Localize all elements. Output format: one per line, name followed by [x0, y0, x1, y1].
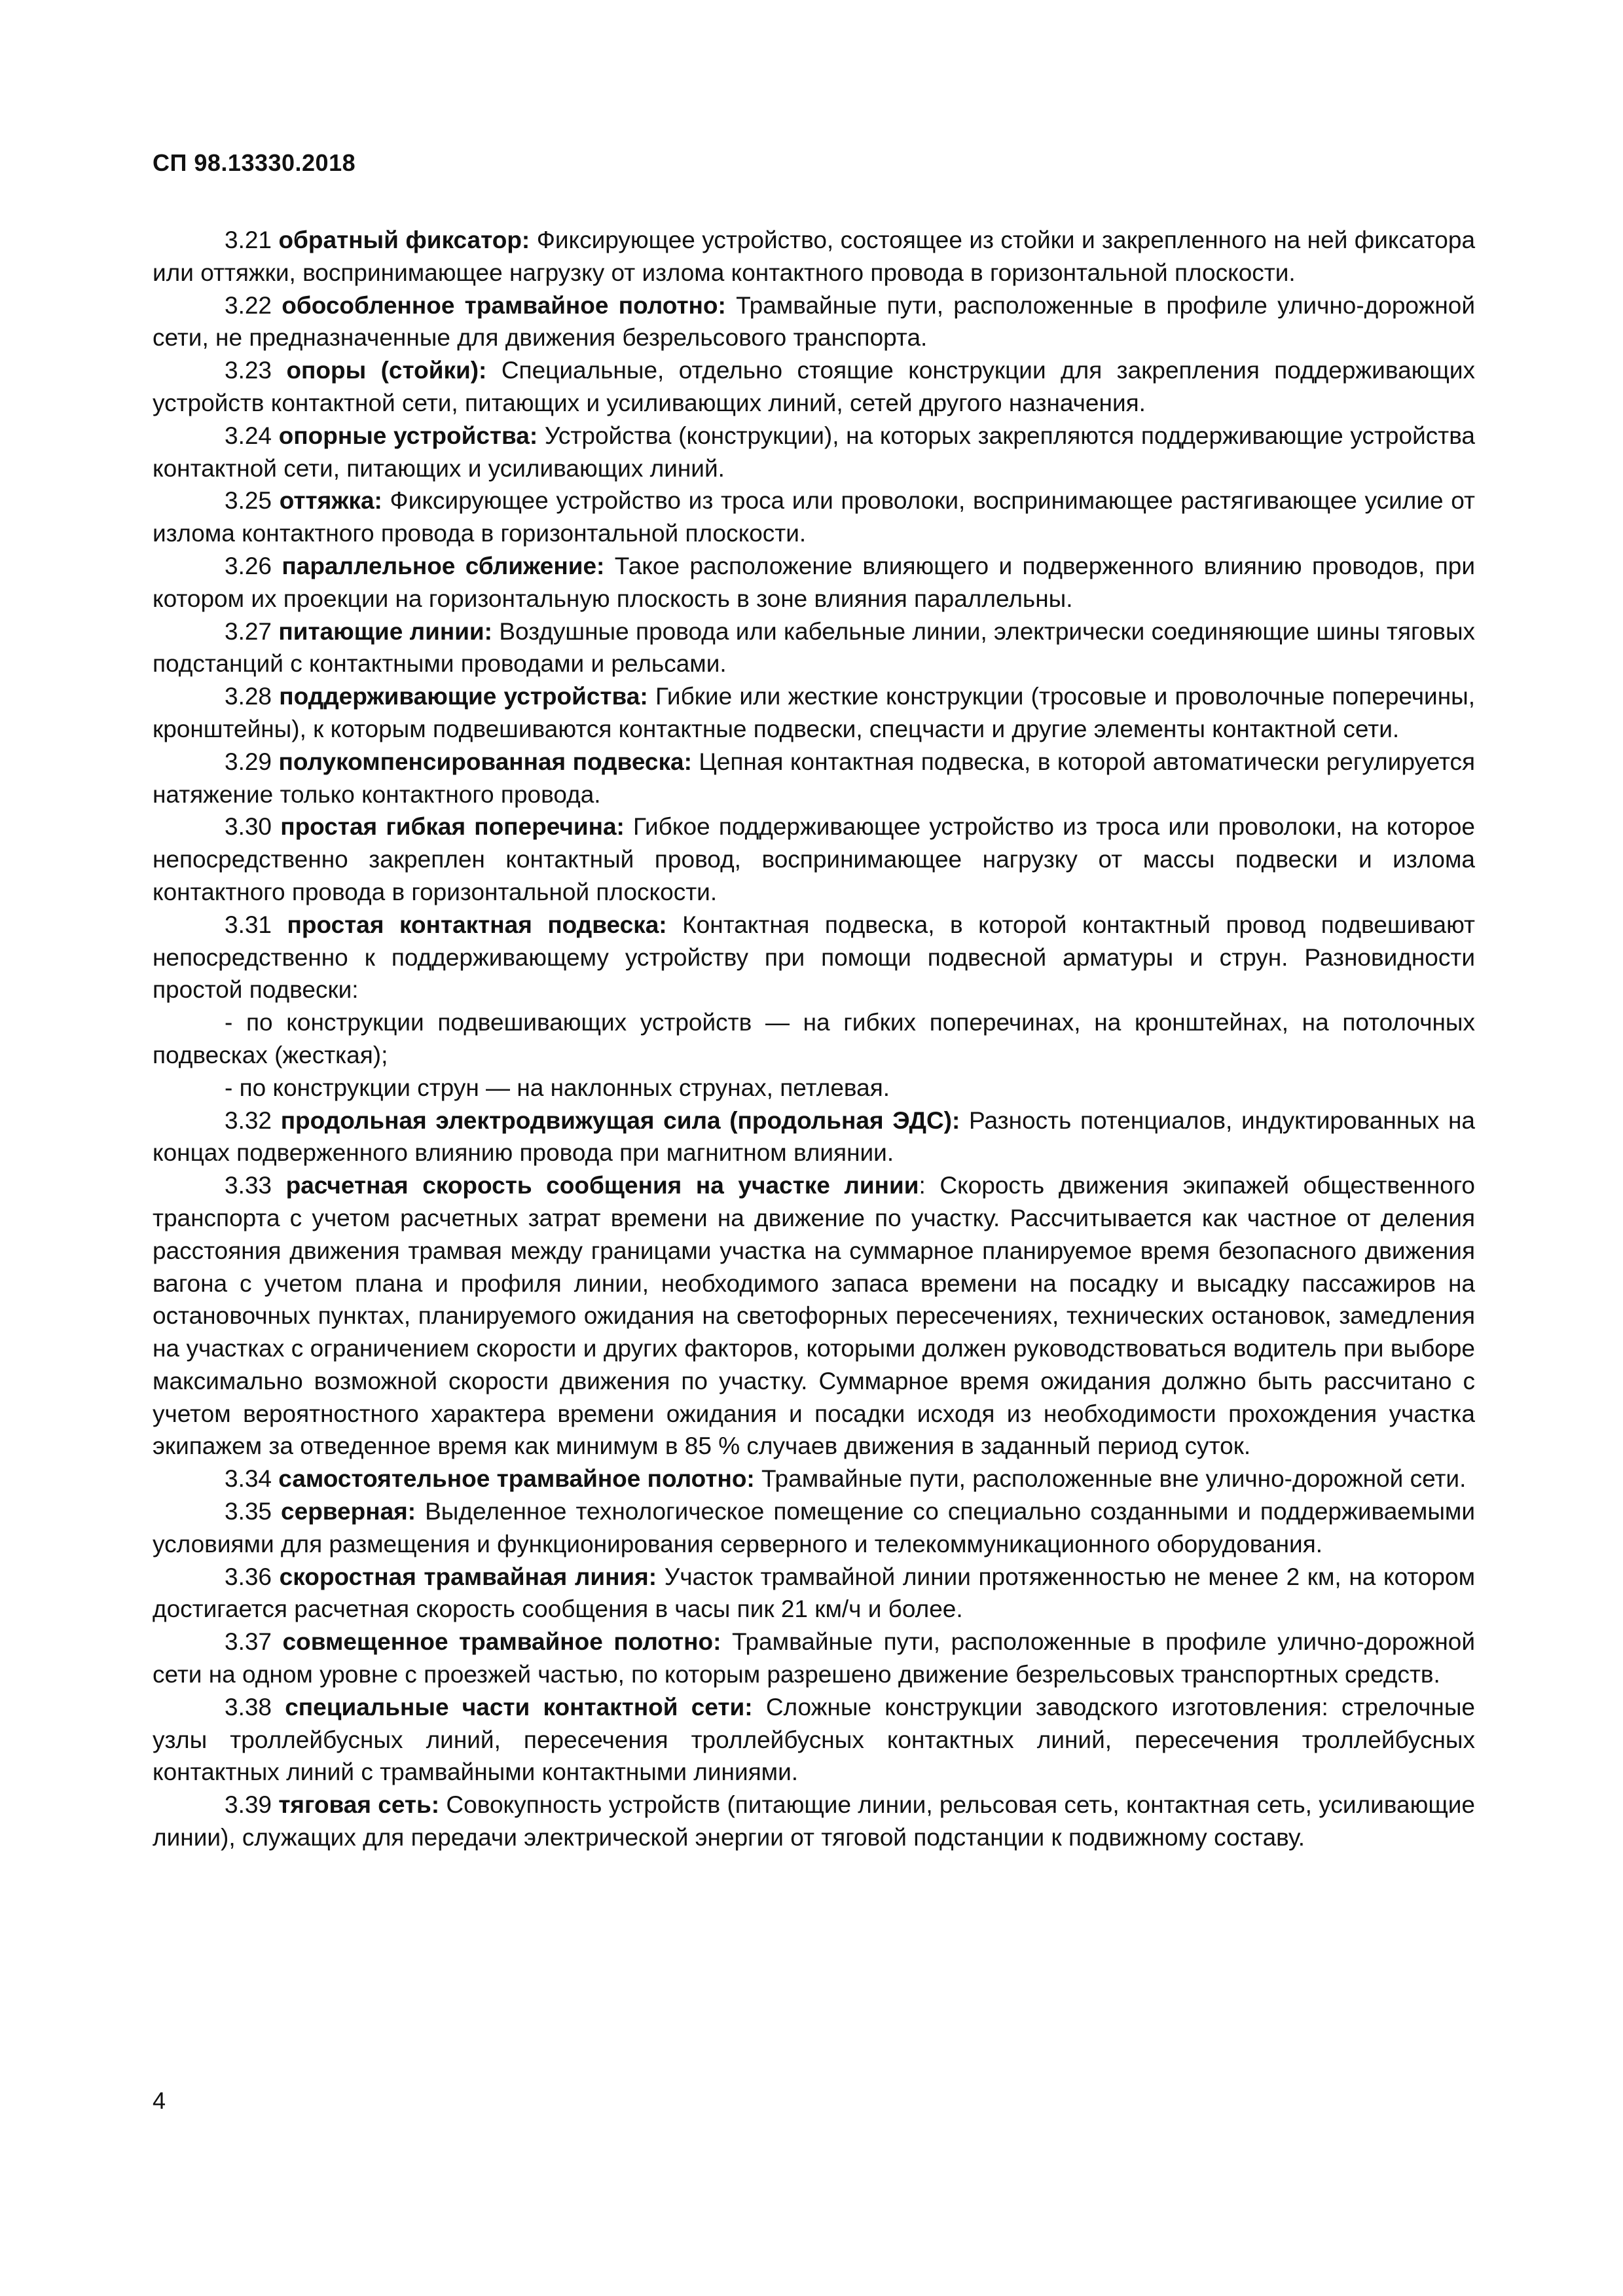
definition-number: 3.32	[225, 1106, 272, 1134]
definition-number: 3.39	[225, 1791, 272, 1819]
definition-text: Воздушные провода или кабельные линии, электрически соединяющие шины тяговых подстанций с контактными проводами и рельсами.	[153, 617, 1476, 678]
definition-text: Трамвайные пути, расположенные в профиле улично-дорожной сети на одном уровне с проезжей частью, по которым разрешено движение безрельсовых транспортных средств.	[153, 1628, 1476, 1688]
definition-term: питающие линии:	[278, 617, 493, 645]
definition-term: поддерживающие устройства:	[279, 683, 648, 710]
definition-entry	[153, 1169, 1475, 1463]
definition-text: Устройства (конструкции), на которых закрепляются поддерживающие устройства контактной сети, питающих и усиливающих линий.	[153, 422, 1476, 482]
definition-number: 3.23	[225, 357, 272, 384]
definition-entry	[153, 615, 1475, 681]
definition-number: 3.31	[225, 911, 272, 938]
definition-text: Трамвайные пути, расположенные вне улично-дорожной сети.	[761, 1465, 1467, 1493]
definition-text: Разность потенциалов, индуктированных на концах подверженного влиянию провода при магнитном влиянии.	[153, 1106, 1476, 1167]
definition-number: 3.27	[225, 617, 272, 645]
definition-term: совмещенное трамвайное полотно:	[282, 1628, 721, 1656]
definition-entry	[153, 289, 1475, 355]
definition-entry	[153, 354, 1475, 420]
definition-number: 3.22	[225, 291, 272, 319]
definition-number: 3.34	[225, 1465, 272, 1493]
definition-term: специальные части контактной сети:	[285, 1693, 753, 1721]
definition-text: Фиксирующее устройство, состоящее из стойки и закрепленного на ней фиксатора или оттяжки, воспринимающее нагрузку от излома контактного провода в горизонтальной плоскости.	[153, 227, 1476, 286]
definition-entry	[153, 550, 1475, 615]
definition-entry	[153, 1104, 1475, 1170]
definition-text: Трамвайные пути, расположенные в профиле улично-дорожной сети, не предназначенные для движения безрельсового транспорта.	[153, 291, 1476, 352]
definition-number: 3.21	[225, 227, 272, 253]
definition-entry	[153, 1495, 1475, 1561]
definition-text: Фиксирующее устройство из троса или проволоки, воспринимающее растягивающее усилие от излома контактного провода в горизонтальной плоскости.	[153, 487, 1475, 547]
definition-term: простая гибкая поперечина:	[280, 813, 625, 841]
definition-entry	[153, 484, 1475, 550]
definition-text: Специальные, отдельно стоящие конструкции для закрепления поддерживающих устройств контактной сети, питающих и усиливающих линий, сетей другого назначения.	[153, 357, 1476, 416]
definition-number: 3.24	[225, 422, 272, 449]
definition-text: Выделенное технологическое помещение со специально созданными и поддерживаемыми условиями для размещения и функционирования серверного и телекоммуникационного оборудования.	[153, 1498, 1476, 1558]
definition-number: 3.33	[225, 1172, 272, 1199]
definition-entry	[153, 224, 1475, 289]
definition-term: тяговая сеть:	[278, 1791, 440, 1819]
definition-text: Гибкое поддерживающее устройство из троса или проволоки, на которое непосредственно закреплен контактный провод, воспринимающее нагрузку от массы подвески и излома контактного провода в горизонтальной плоскости.	[153, 813, 1475, 905]
page-number: 4	[153, 2087, 166, 2114]
definition-text: : Скорость движения экипажей общественного транспорта с учетом расчетных затрат времени на движение по участку. Рассчитывается как частное от деления расстояния движения трамвая между границами участка на суммарное планируемое время безопасного движения вагона с учетом плана и профиля линии, необходимого запаса времени на посадку и высадку пассажиров на остановочных пунктах, планируемого ожидания на светофорных пересечениях, технических остановок, замедления на участках с ограничением скорости и других факторов, которыми должен руководствоваться водитель при выборе максимально возможной скорости движения по участку. Суммарное время ожидания должно быть рассчитано с учетом вероятностного характера времени ожидания и посадки исходя из необходимости прохождения участка экипажем за отведенное время как минимум в 85 % случаев движения в заданный период суток.	[153, 1172, 1475, 1460]
definition-text: Цепная контактная подвеска, в которой автоматически регулируется натяжение только контактного провода.	[153, 748, 1475, 808]
definition-term: обратный фиксатор:	[278, 227, 530, 253]
definition-entry	[153, 1561, 1475, 1626]
definition-text: Такое расположение влияющего и подверженного влиянию проводов, при котором их проекции на горизонтальную плоскость в зоне влияния параллельны.	[153, 552, 1476, 612]
definition-entry	[153, 1626, 1475, 1691]
list-item-dash: - по конструкции подвешивающих устройств — на гибких поперечинах, на кронштейнах, на потолочных подвесках (жесткая);	[153, 1009, 1475, 1068]
definition-number: 3.36	[225, 1563, 272, 1590]
definition-text: Сложные конструкции заводского изготовления: стрелочные узлы троллейбусных линий, пересечения троллейбусных контактных линий, пересечения троллейбусных контактных линий с трамвайными контактными линиями.	[153, 1693, 1476, 1786]
definition-entry	[153, 909, 1475, 1006]
definition-term: обособленное трамвайное полотно:	[282, 291, 726, 319]
definition-number: 3.37	[225, 1628, 272, 1656]
definition-number: 3.30	[225, 813, 272, 841]
definition-term: простая контактная подвеска:	[287, 911, 667, 938]
definition-term: серверная:	[281, 1498, 416, 1525]
definition-number: 3.29	[225, 748, 272, 775]
definition-entry	[153, 680, 1475, 746]
list-item-dash: - по конструкции струн — на наклонных струнах, петлевая.	[225, 1074, 890, 1101]
definition-entry	[153, 1789, 1475, 1854]
definition-number: 3.35	[225, 1498, 272, 1525]
definition-text: Гибкие или жесткие конструкции (тросовые и проволочные поперечины, кронштейны), к которым подвешиваются контактные подвески, спецчасти и другие элементы контактной сети.	[153, 683, 1476, 742]
definition-text: Совокупность устройств (питающие линии, рельсовая сеть, контактная сеть, усиливающие линии), служащих для передачи электрической энергии от тяговой подстанции к подвижному составу.	[153, 1791, 1476, 1851]
definition-term: расчетная скорость сообщения на участке линии	[285, 1172, 919, 1199]
definition-entry	[153, 746, 1475, 811]
definition-term: опоры (стойки):	[286, 357, 487, 384]
definition-number: 3.38	[225, 1693, 272, 1721]
definition-term: продольная электродвижущая сила (продольная ЭДС):	[280, 1106, 960, 1134]
definition-term: оттяжка:	[279, 487, 382, 515]
definition-term: опорные устройства:	[278, 422, 538, 449]
definition-number: 3.25	[225, 487, 272, 515]
definition-entry	[153, 420, 1475, 485]
definition-entry	[153, 1691, 1475, 1789]
definition-entry	[153, 811, 1475, 908]
definition-term: скоростная трамвайная линия:	[279, 1563, 657, 1590]
definition-term: параллельное сближение:	[282, 552, 605, 579]
definition-term: полукомпенсированная подвеска:	[278, 748, 692, 775]
definition-number: 3.28	[225, 683, 272, 710]
definition-entry	[153, 1463, 1475, 1495]
definition-text: Контактная подвеска, в которой контактный провод подвешивают непосредственно к поддерживающему устройству при помощи подвесной арматуры и струн. Разновидности простой подвески:	[153, 911, 1476, 1004]
definitions-body	[153, 224, 1475, 1854]
definition-number: 3.26	[225, 552, 272, 579]
definition-text: Участок трамвайной линии протяженностью не менее 2 км, на котором достигается расчетная скорость сообщения в часы пик 21 км/ч и более.	[153, 1563, 1476, 1623]
definition-term: самостоятельное трамвайное полотно:	[278, 1465, 755, 1493]
document-code-header: СП 98.13330.2018	[153, 149, 356, 176]
